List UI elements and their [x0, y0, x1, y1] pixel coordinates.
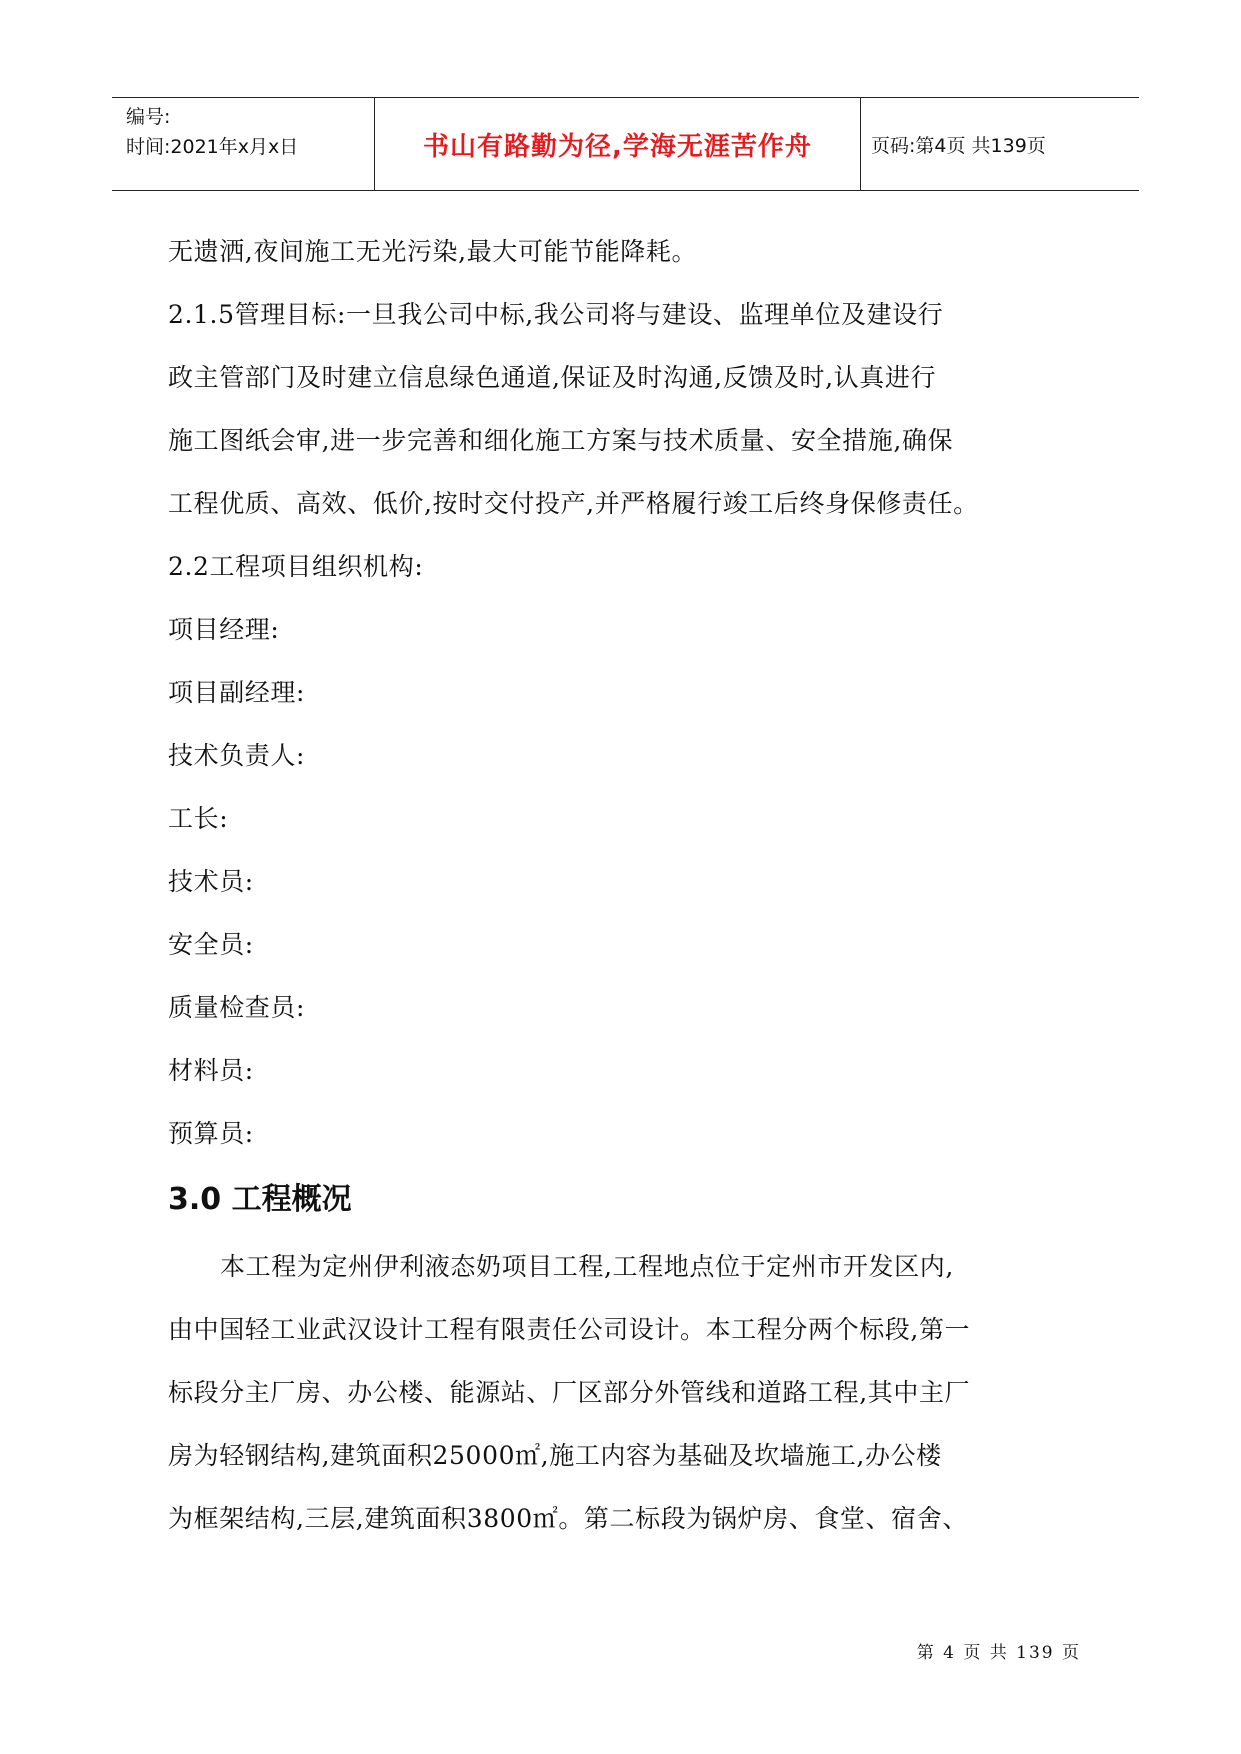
body-line: 2.1.5管理目标:一旦我公司中标,我公司将与建设、监理单位及建设行: [168, 300, 944, 329]
document-body: [168, 220, 1098, 1550]
org-role-line: 质量检查员:: [168, 993, 306, 1022]
header-meta: [112, 98, 375, 190]
header-page-code: 页码:第4页 共139页: [871, 134, 1046, 157]
page-footer: 第 4 页 共 139 页: [916, 1643, 1081, 1663]
section-line: 本工程为定州伊利液态奶项目工程,工程地点位于定州市开发区内,: [220, 1252, 954, 1281]
section-line: 房为轻钢结构,建筑面积25000㎡,施工内容为基础及坎墙施工,办公楼: [168, 1441, 942, 1470]
org-role-line: 技术负责人:: [168, 741, 306, 770]
body-line: 政主管部门及时建立信息绿色通道,保证及时沟通,反馈及时,认真进行: [168, 363, 937, 392]
section-line: 由中国轻工业武汉设计工程有限责任公司设计。本工程分两个标段,第一: [168, 1315, 971, 1344]
body-line: 工程优质、高效、低价,按时交付投产,并严格履行竣工后终身保修责任。: [168, 489, 979, 518]
org-role-line: 工长:: [168, 804, 229, 833]
section-line: 为框架结构,三层,建筑面积3800㎡。第二标段为锅炉房、食堂、宿舍、: [168, 1504, 968, 1533]
section-line: 标段分主厂房、办公楼、能源站、厂区部分外管线和道路工程,其中主厂: [168, 1378, 971, 1407]
org-role-line: 项目副经理:: [168, 678, 306, 707]
org-role-line: 安全员:: [168, 930, 254, 959]
body-line: 施工图纸会审,进一步完善和细化施工方案与技术质量、安全措施,确保: [168, 426, 954, 455]
page-header: [112, 97, 1139, 191]
org-role-line: 项目经理:: [168, 615, 280, 644]
section-heading: 3.0 工程概况: [168, 1182, 352, 1217]
org-role-line: 预算员:: [168, 1119, 254, 1148]
doc-number-label: 编号:: [126, 106, 171, 128]
org-role-line: 材料员:: [168, 1056, 254, 1085]
doc-time-label: 时间:2021年x月x日: [126, 136, 299, 158]
org-role-line: 技术员:: [168, 867, 254, 896]
header-motto: 书山有路勤为径,学海无涯苦作舟: [375, 98, 861, 190]
body-line: 无遗洒,夜间施工无光污染,最大可能节能降耗。: [168, 237, 698, 266]
body-line: 2.2工程项目组织机构:: [168, 552, 424, 581]
